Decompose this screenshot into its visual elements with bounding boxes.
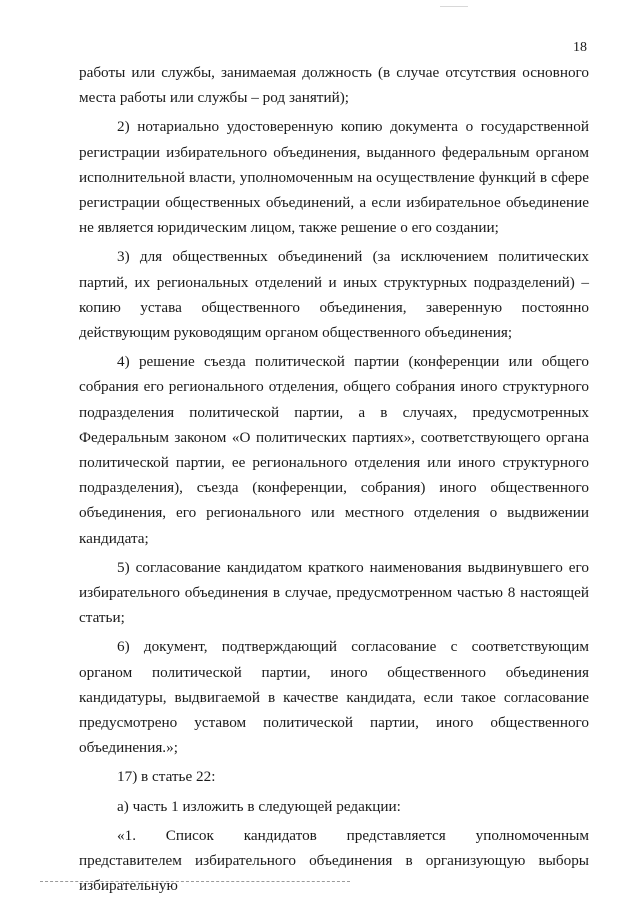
page-number: 18 <box>573 40 587 55</box>
amendment-subheading: а) часть 1 изложить в следующей редакции: <box>117 797 401 815</box>
paragraph-continuation: работы или службы, занимаемая должность (в случае отсутствия основного места работы или службы – род занятий); <box>79 64 589 107</box>
list-item-3: 3) для общественных объединений (за исключением политических партий, их региональных отделений и иных структурных подразделений) – копию устава общественного объединения, заверенную постоянно действующим руководящим органом общественного объединения; <box>79 248 589 342</box>
amendment-heading: 17) в статье 22: <box>117 768 216 786</box>
list-item-5: 5) согласование кандидатом краткого наименования выдвинувшего его избирательного объединения в случае, предусмотренном частью 8 настоящей статьи; <box>79 558 589 627</box>
footer-rule <box>40 881 350 882</box>
document-body <box>79 60 589 899</box>
list-item-6: 6) документ, подтверждающий согласование с соответствующим органом политической партии, иного общественного объединения кандидатуры, выдвигаемой в качестве кандидата, если такое согласование предусмотрено уставом политической партии, иного общественного объединения.»; <box>79 638 589 757</box>
amendment-text: «1. Список кандидатов представляется уполномоченным представителем избирательного объединения в организующую выборы избирательную <box>79 826 589 895</box>
scan-mark <box>440 6 468 7</box>
list-item-2: 2) нотариально удостоверенную копию документа о государственной регистрации избирательного объединения, выданного федеральным органом исполнительной власти, уполномоченным на осуществление функций в сфере регистрации общественных объединений, а если избирательное объединение не является юридическим лицом, также решение о его создании; <box>79 118 589 237</box>
list-item-4: 4) решение съезда политической партии (конференции или общего собрания его регионального отделения, общего собрания иного структурного подразделения политической партии, а в случаях, предусмотренных Федеральным законом «О политических партиях», соответствующего органа политической партии, ее регионального отделения или иного структурного подразделения), съезда (конференции, собрания) иного общественного объединения, его регионального или местного отделения о выдвижении кандидата; <box>79 353 589 547</box>
